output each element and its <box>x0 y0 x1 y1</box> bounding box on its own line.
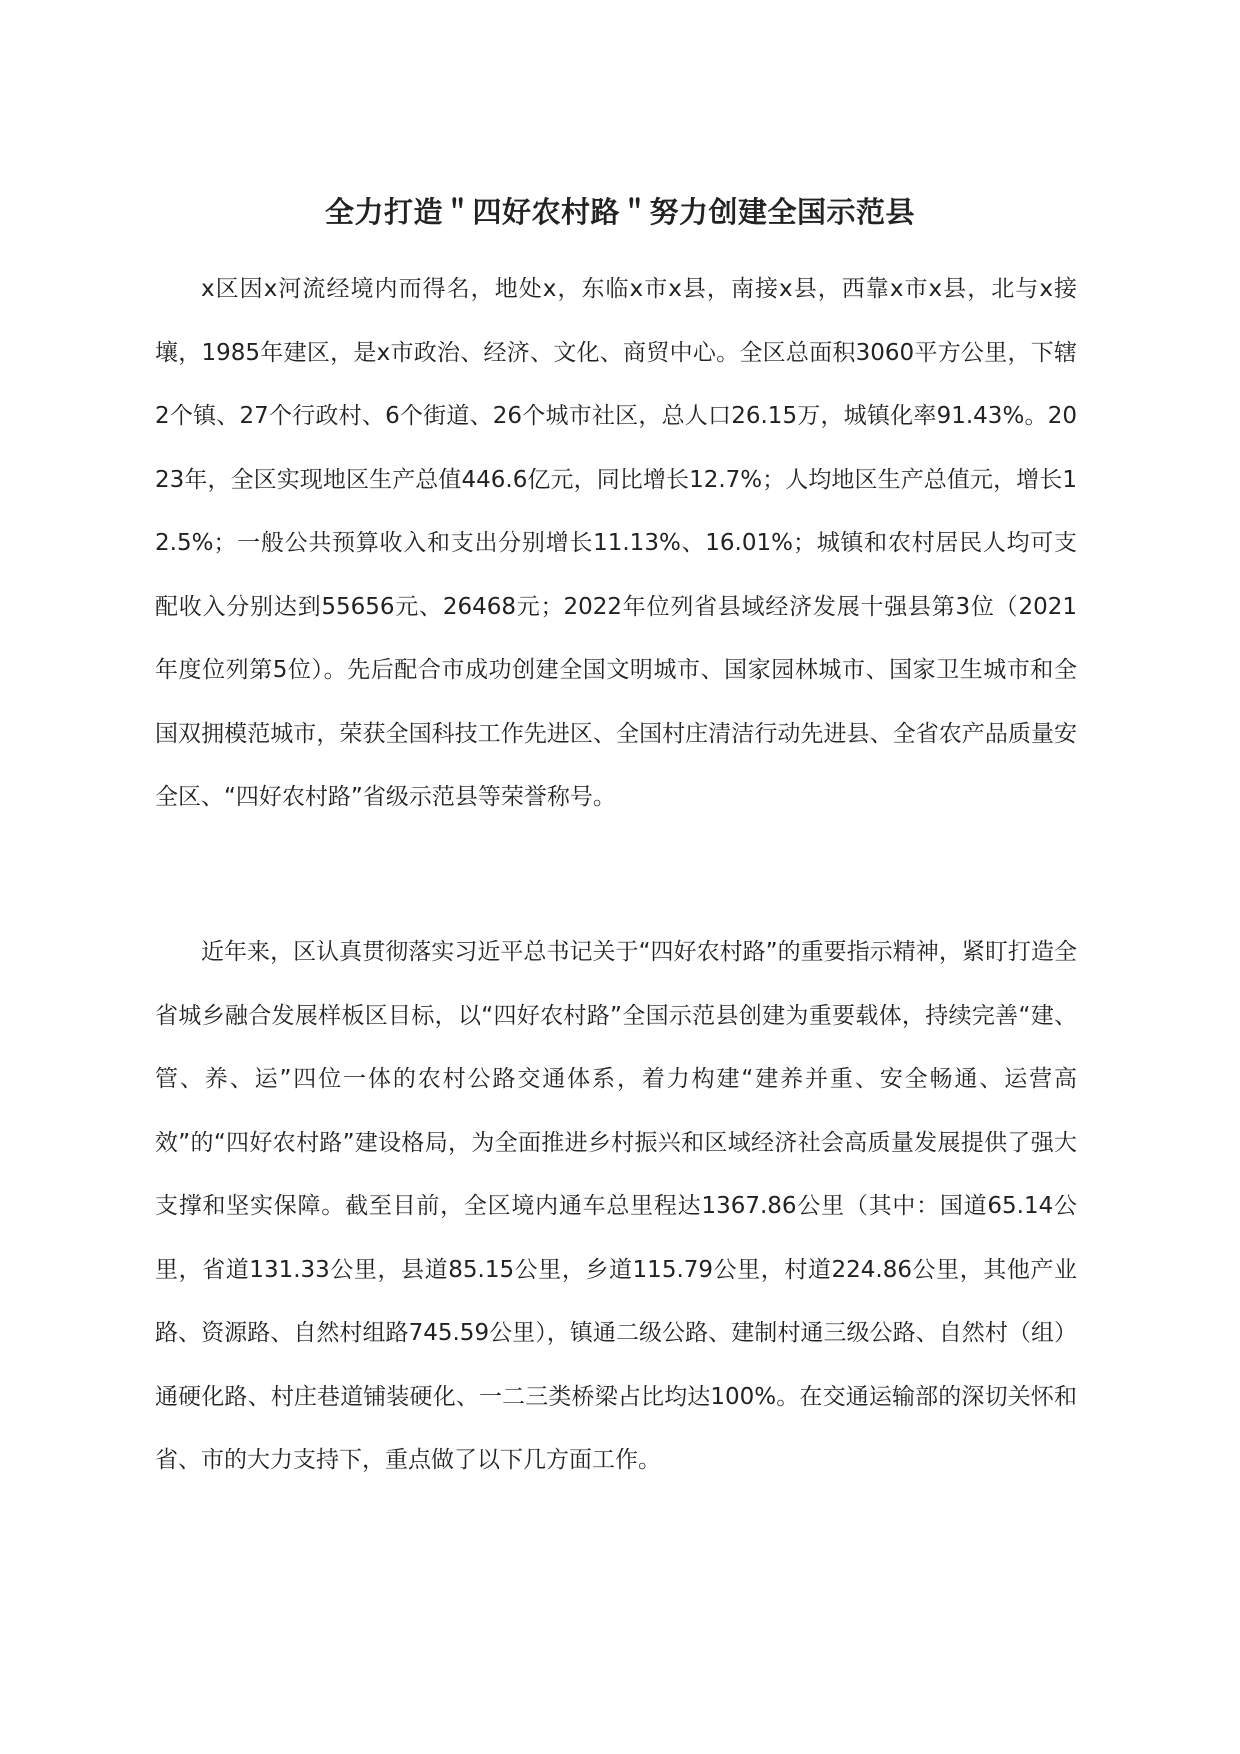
paragraph-overview: x区因x河流经境内而得名，地处x，东临x市x县，南接x县，西靠x市x县，北与x接壤，1985年建区，是x市政治、经济、文化、商贸中心。全区总面积3060平方公里，下辖2个镇、27个行政村、6个街道、26个城市社区，总人口26.15万，城镇化率91.43%。2023年，全区实现地区生产总值446.6亿元，同比增长12.7%；人均地区生产总值元，增长12.5%；一般公共预算收入和支出分别增长11.13%、16.01%；城镇和农村居民人均可支配收入分别达到55656元、26468元；2022年位列省县域经济发展十强县第3位（2021年度位列第5位）。先后配合市成功创建全国文明城市、国家园林城市、国家卫生城市和全国双拥模范城市，荣获全国科技工作先进区、全国村庄清洁行动先进县、全省农产品质量安全区、“四好农村路”省级示范县等荣誉称号。 <box>155 276 1078 810</box>
paragraph-achievements: 近年来，区认真贯彻落实习近平总书记关于“四好农村路”的重要指示精神，紧盯打造全省城乡融合发展样板区目标，以“四好农村路”全国示范县创建为重要载体，持续完善“建、管、养、运”四位一体的农村公路交通体系，着力构建“建养并重、安全畅通、运营高效”的“四好农村路”建设格局，为全面推进乡村振兴和区域经济社会高质量发展提供了强大支撑和坚实保障。截至目前，全区境内通车总里程达1367.86公里（其中：国道65.14公里，省道131.33公里，县道85.15公里，乡道115.79公里，村道224.86公里，其他产业路、资源路、自然村组路745.59公里），镇通二级公路、建制村通三级公路、自然村（组）通硬化路、村庄巷道铺装硬化、一二三类桥梁占比均达100%。在交通运输部的深切关怀和省、市的大力支持下，重点做了以下几方面工作。 <box>155 939 1077 1473</box>
document-title: 全力打造＂四好农村路＂努力创建全国示范县 <box>324 195 915 229</box>
